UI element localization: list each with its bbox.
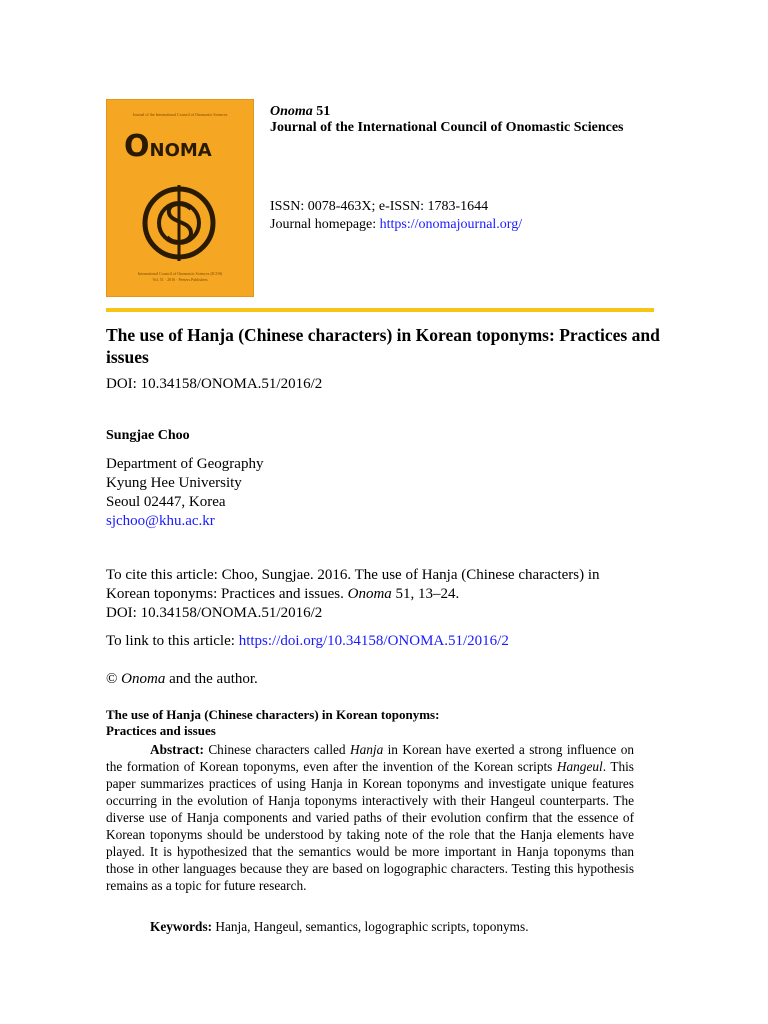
article-link-line: To link to this article: https://doi.org/10.34158/ONOMA.51/2016/2 — [106, 633, 509, 649]
article-title: The use of Hanja (Chinese characters) in Korean toponyms: Practices and issues — [106, 325, 660, 367]
author-affiliation — [106, 455, 506, 531]
citation-doi: DOI: 10.34158/ONOMA.51/2016/2 — [106, 605, 323, 621]
journal-homepage-link[interactable]: https://onomajournal.org/ — [379, 217, 523, 232]
journal-full-name: Journal of the International Council of Onomastic Sciences — [270, 120, 624, 135]
journal-cover-image — [106, 99, 254, 297]
article-doi: DOI: 10.34158/ONOMA.51/2016/2 — [106, 376, 323, 392]
cover-header-text: Journal of the International Council of Onomastic Sciences — [132, 112, 228, 117]
journal-title: Onoma 51 — [270, 104, 331, 119]
affiliation-line: Department of Geography — [106, 456, 264, 472]
cover-logo: ONOMA — [124, 129, 212, 164]
abstract-heading: The use of Hanja (Chinese characters) in Korean toponyms: Practices and issues — [106, 707, 440, 738]
affiliation-line: Kyung Hee University — [106, 475, 242, 491]
cover-footer-text-2: Vol. 51 · 2016 · Peeters Publishers — [152, 277, 208, 282]
keywords: Keywords: Hanja, Hangeul, semantics, logographic scripts, toponyms. — [150, 919, 529, 934]
abstract-text: Abstract: Chinese characters called Hanja in Korean have exerted a strong influence on the formation of Korean toponyms, even after the invention of the Korean scripts Hangeul. This paper summarizes practices of using Hanja in Korean toponyms and investigate unique features occurring in the evolution of Hanja toponyms interactively with their Hangeul counterparts. The diverse use of Hanja components and varied paths of their evolution confirm that the essence of Korean toponyms should be understood by taking note of the role that the Hanja elements have played. It is hypothesized that the semantics would be more important in Hanja toponyms than those in other languages because they are based on logographic characters. Testing this hypothesis remains as a topic for future research. — [106, 742, 634, 893]
header-divider — [106, 308, 654, 312]
issn: ISSN: 0078-463X; e-ISSN: 1783-1644 — [270, 199, 489, 214]
cover-footer-text-1: International Council of Onomastic Sciences (ICOS) — [137, 271, 223, 276]
citation-block: To cite this article: Choo, Sungjae. 2016. The use of Hanja (Chinese characters) in Korean toponyms: Practices and issues. Onoma 51, 13–24. DOI: 10.34158/ONOMA.51/2016/2 — [106, 567, 600, 621]
affiliation-line: Seoul 02447, Korea — [106, 494, 226, 510]
copyright-notice: © Onoma and the author. — [106, 671, 258, 687]
article-doi-link[interactable]: https://doi.org/10.34158/ONOMA.51/2016/2 — [238, 633, 509, 649]
author-name: Sungjae Choo — [106, 428, 190, 443]
author-email-link[interactable]: sjchoo@khu.ac.kr — [106, 513, 215, 529]
journal-homepage: Journal homepage: https://onomajournal.org/ — [270, 217, 523, 232]
onoma-emblem-icon — [139, 181, 219, 265]
